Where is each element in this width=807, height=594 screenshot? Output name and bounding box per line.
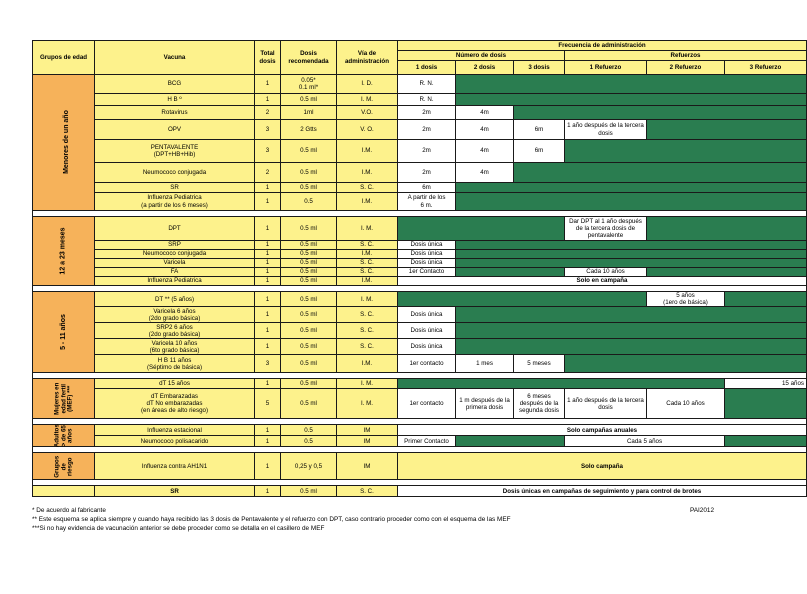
vaccine-name: H B º <box>95 94 255 106</box>
dose-1: Dosis única <box>398 259 456 268</box>
not-applicable-cell <box>647 268 807 277</box>
route: I.M. <box>337 277 398 286</box>
route: I.M. <box>337 355 398 373</box>
not-applicable-cell <box>456 323 807 339</box>
dose-1: 2m <box>398 120 456 140</box>
dose-amount: 1ml <box>281 106 337 120</box>
row-influenza-pediatrica-2 <box>33 277 807 286</box>
group-label: Mujeres en edad fertil (MEF) *** <box>52 382 73 415</box>
campaign-note: Dosis únicas en campañas de seguimiento y para control de brotes <box>398 486 807 497</box>
header-route: Vía de administración <box>337 41 398 75</box>
not-applicable-cell <box>456 307 807 323</box>
dose-amount: 0.5 ml <box>281 292 337 307</box>
footnote-2: ** Este esquema se aplica siempre y cuando haya recibido las 3 dosis de Pentavalente y el refuerzo con DPT, caso contrario proceder como con el esquema de las MEF <box>32 516 511 523</box>
header-total-doses: Total dosis <box>255 41 281 75</box>
route: IM <box>337 453 398 480</box>
not-applicable-cell <box>456 241 807 250</box>
not-applicable-cell <box>456 193 807 211</box>
dose-amount: 0.5 ml <box>281 339 337 355</box>
row-pentavalente <box>33 140 807 163</box>
group-12-23-months <box>33 217 95 286</box>
total-doses: 3 <box>255 355 281 373</box>
dose-amount: 0.5 <box>281 193 337 211</box>
route: S. C. <box>337 241 398 250</box>
not-applicable-cell <box>514 163 807 183</box>
vaccine-name: Neumococo polisacarido <box>95 436 255 447</box>
doc-code: PAI2012 <box>689 507 714 514</box>
row-neumococo <box>33 163 807 183</box>
row-influenza-pediatrica <box>33 193 807 211</box>
route: S. C. <box>337 486 398 497</box>
vaccine-name: SRP2 6 años (2do grado básica) <box>95 323 255 339</box>
vaccine-name: OPV <box>95 120 255 140</box>
vaccine-name: PENTAVALENTE (DPT+HB+Hib) <box>95 140 255 163</box>
campaign-note: Solo campaña <box>398 453 807 480</box>
dose-1: Dosis única <box>398 250 456 259</box>
route: I. M. <box>337 389 398 419</box>
route: S. C. <box>337 323 398 339</box>
booster-1: Cada 5 años <box>565 436 725 447</box>
booster-3: 15 años <box>725 379 807 389</box>
dose-2: 4m <box>456 106 514 120</box>
dose-1: R. N. <box>398 75 456 94</box>
group-risk <box>33 453 95 480</box>
dose-amount: 0.5 ml <box>281 94 337 106</box>
not-applicable-cell <box>398 217 565 241</box>
route: S. C. <box>337 259 398 268</box>
row-opv <box>33 120 807 140</box>
header-row-1 <box>33 41 807 51</box>
campaign-note: Solo campañas anuales <box>398 425 807 436</box>
vaccine-name: Neumococo conjugada <box>95 250 255 259</box>
route: S. C. <box>337 183 398 193</box>
dose-1: 2m <box>398 140 456 163</box>
dose-amount: 0.5 ml <box>281 183 337 193</box>
group-adults-65 <box>33 425 95 447</box>
total-doses: 2 <box>255 106 281 120</box>
vaccination-schedule-table <box>32 40 807 497</box>
total-doses: 1 <box>255 250 281 259</box>
booster-1: 1 año después de la tercera dosis <box>565 389 647 419</box>
row-hb-11 <box>33 355 807 373</box>
dose-amount: 0.5 ml <box>281 307 337 323</box>
vaccine-name: dT 15 años <box>95 379 255 389</box>
vaccine-name: SR <box>95 183 255 193</box>
not-applicable-cell <box>456 94 807 106</box>
total-doses: 1 <box>255 217 281 241</box>
dose-1: Primer Contacto <box>398 436 456 447</box>
route: IM <box>337 425 398 436</box>
schedule-wrapper <box>32 40 804 497</box>
dose-2: 4m <box>456 120 514 140</box>
vaccine-name: Influenza Pediatrica (a partir de los 6 meses) <box>95 193 255 211</box>
dose-amount: 0.5 ml <box>281 259 337 268</box>
vaccine-name: dT Embarazadas dT No embarazadas (en áreas de alto riesgo) <box>95 389 255 419</box>
route: I. M. <box>337 379 398 389</box>
dose-3: 6 meses después de la segunda dosis <box>514 389 565 419</box>
not-applicable-cell <box>456 183 807 193</box>
vaccine-name: Influenza estacional <box>95 425 255 436</box>
vaccine-name: H B 11 años (Séptimo de básica) <box>95 355 255 373</box>
dose-3: 6m <box>514 140 565 163</box>
not-applicable-cell <box>725 292 807 307</box>
total-doses: 1 <box>255 436 281 447</box>
route: IM <box>337 436 398 447</box>
vaccine-name: SRP <box>95 241 255 250</box>
header-frequency: Frecuencia de administración <box>398 41 807 51</box>
total-doses: 1 <box>255 307 281 323</box>
campaign-note: Solo en campaña <box>398 277 807 286</box>
vaccine-name: Neumococo conjugada <box>95 163 255 183</box>
vaccine-name: Varicela <box>95 259 255 268</box>
dose-amount: 0.5 <box>281 436 337 447</box>
header-recommended-dose: Dosis recomendada <box>281 41 337 75</box>
total-doses: 1 <box>255 277 281 286</box>
group-under-one-year <box>33 75 95 211</box>
dose-1: Dosis única <box>398 241 456 250</box>
route: S. C. <box>337 268 398 277</box>
total-doses: 1 <box>255 292 281 307</box>
dose-1: Dosis única <box>398 339 456 355</box>
total-doses: 1 <box>255 453 281 480</box>
route: S. C. <box>337 339 398 355</box>
booster-2: 5 años (1ero de básica) <box>647 292 725 307</box>
route: I.M. <box>337 140 398 163</box>
vaccine-name: FA <box>95 268 255 277</box>
group-label: Grupos de riesgo <box>52 455 73 478</box>
row-dt-15 <box>33 379 807 389</box>
row-neumococo-2 <box>33 250 807 259</box>
dose-amount: 0,25 y 0,5 <box>281 453 337 480</box>
total-doses: 1 <box>255 379 281 389</box>
group-label: 5 - 11 años <box>59 314 67 351</box>
vaccine-name: Rotavirus <box>95 106 255 120</box>
dose-amount: 0.5 ml <box>281 241 337 250</box>
dose-amount: 0.5 ml <box>281 140 337 163</box>
row-dt-5-years <box>33 292 807 307</box>
row-sr <box>33 183 807 193</box>
total-doses: 5 <box>255 389 281 419</box>
dose-amount: 0.5 <box>281 425 337 436</box>
group-mef <box>33 379 95 419</box>
header-dose-2: 2 dosis <box>456 61 514 75</box>
not-applicable-cell <box>456 268 565 277</box>
not-applicable-cell <box>398 379 725 389</box>
vaccine-name: DPT <box>95 217 255 241</box>
header-dose-3: 3 dosis <box>514 61 565 75</box>
vaccine-name: DT ** (5 años) <box>95 292 255 307</box>
dose-3: 5 meses <box>514 355 565 373</box>
not-applicable-cell <box>565 140 807 163</box>
booster-1: 1 año después de la tercera dosis <box>565 120 647 140</box>
footnote-1: * De acuerdo al fabricante <box>32 507 106 514</box>
route: I. D. <box>337 75 398 94</box>
row-dpt <box>33 217 807 241</box>
row-varicela-6 <box>33 307 807 323</box>
dose-amount: 0.5 ml <box>281 217 337 241</box>
total-doses: 1 <box>255 486 281 497</box>
not-applicable-cell <box>565 355 807 373</box>
row-varicela <box>33 259 807 268</box>
total-doses: 1 <box>255 241 281 250</box>
footnote-1-line <box>32 507 746 515</box>
not-applicable-cell <box>456 250 807 259</box>
dose-1: 2m <box>398 163 456 183</box>
dose-amount: 0.5 ml <box>281 277 337 286</box>
route: I. M. <box>337 217 398 241</box>
total-doses: 3 <box>255 120 281 140</box>
header-age-group: Grupos de edad <box>33 41 95 75</box>
total-doses: 1 <box>255 75 281 94</box>
vaccine-name: Varicela 10 años (6to grado básica) <box>95 339 255 355</box>
booster-1: Dar DPT al 1 año después de la tercera dosis de pentavalente <box>565 217 647 241</box>
row-sr-last <box>33 486 807 497</box>
dose-amount: 0.5 ml <box>281 163 337 183</box>
dose-1: 1er contacto <box>398 355 456 373</box>
row-bcg <box>33 75 807 94</box>
dose-2: 4m <box>456 163 514 183</box>
dose-1: R. N. <box>398 94 456 106</box>
empty-group-cell <box>33 486 95 497</box>
vaccine-name: SR <box>95 486 255 497</box>
total-doses: 1 <box>255 339 281 355</box>
not-applicable-cell <box>725 436 807 447</box>
not-applicable-cell <box>647 120 807 140</box>
dose-1: A partir de los 6 m. <box>398 193 456 211</box>
dose-1: 2m <box>398 106 456 120</box>
dose-amount: 0.5 ml <box>281 486 337 497</box>
vaccine-name: Influenza Pediatrica <box>95 277 255 286</box>
row-neumococo-polisacarido <box>33 436 807 447</box>
route: I. M. <box>337 94 398 106</box>
dose-amount: 0.05* 0.1 ml* <box>281 75 337 94</box>
total-doses: 1 <box>255 94 281 106</box>
group-label: Adultos > de 65 años <box>52 424 73 448</box>
route: I.M. <box>337 193 398 211</box>
not-applicable-cell <box>725 389 807 419</box>
dose-amount: 0.5 ml <box>281 355 337 373</box>
total-doses: 1 <box>255 425 281 436</box>
vaccine-name: Influenza contra AH1N1 <box>95 453 255 480</box>
route: I. M. <box>337 292 398 307</box>
total-doses: 1 <box>255 193 281 211</box>
total-doses: 3 <box>255 140 281 163</box>
header-booster-2: 2 Refuerzo <box>647 61 725 75</box>
booster-2: Cada 10 años <box>647 389 725 419</box>
dose-2: 4m <box>456 140 514 163</box>
header-booster-1: 1 Refuerzo <box>565 61 647 75</box>
header-vaccine: Vacuna <box>95 41 255 75</box>
dose-amount: 0.5 ml <box>281 250 337 259</box>
total-doses: 1 <box>255 323 281 339</box>
dose-amount: 2 Gtts <box>281 120 337 140</box>
dose-amount: 0.5 ml <box>281 268 337 277</box>
dose-3: 6m <box>514 120 565 140</box>
not-applicable-cell <box>456 339 807 355</box>
row-rotavirus <box>33 106 807 120</box>
not-applicable-cell <box>398 292 647 307</box>
not-applicable-cell <box>456 436 565 447</box>
dose-1: Dosis única <box>398 323 456 339</box>
dose-amount: 0.5 ml <box>281 379 337 389</box>
dose-2: 1 m después de la primera dosis <box>456 389 514 419</box>
vaccine-name: BCG <box>95 75 255 94</box>
not-applicable-cell <box>456 75 807 94</box>
row-ah1n1 <box>33 453 807 480</box>
not-applicable-cell <box>456 259 807 268</box>
dose-1: 1er Contacto <box>398 268 456 277</box>
group-5-11-years <box>33 292 95 373</box>
row-varicela-10 <box>33 339 807 355</box>
not-applicable-cell <box>647 217 807 241</box>
header-boosters: Refuerzos <box>565 51 807 61</box>
footnote-3: ***Si no hay evidencia de vacunación anterior se debe proceder como se detalla en el casillero de MEF <box>32 525 325 532</box>
dose-1: 6m <box>398 183 456 193</box>
row-srp <box>33 241 807 250</box>
dose-amount: 0.5 ml <box>281 323 337 339</box>
dose-1: 1er contacto <box>398 389 456 419</box>
total-doses: 1 <box>255 268 281 277</box>
header-booster-3: 3 Refuerzo <box>725 61 807 75</box>
total-doses: 1 <box>255 183 281 193</box>
route: I.M. <box>337 250 398 259</box>
row-fa <box>33 268 807 277</box>
route: V. O. <box>337 120 398 140</box>
group-label: Menores de un año <box>62 110 70 175</box>
dose-1: Dosis única <box>398 307 456 323</box>
route: I.M. <box>337 163 398 183</box>
vaccine-name: Varicela 6 años (2do grado básica) <box>95 307 255 323</box>
total-doses: 2 <box>255 163 281 183</box>
row-influenza-estacional <box>33 425 807 436</box>
route: S. C. <box>337 307 398 323</box>
dose-amount: 0.5 ml <box>281 389 337 419</box>
route: V.O. <box>337 106 398 120</box>
header-number-of-doses: Número de dosis <box>398 51 565 61</box>
total-doses: 1 <box>255 259 281 268</box>
booster-1: Cada 10 años <box>565 268 647 277</box>
row-dt-embarazadas <box>33 389 807 419</box>
group-label: 12 a 23 meses <box>59 227 67 275</box>
dose-2: 1 mes <box>456 355 514 373</box>
row-hb0 <box>33 94 807 106</box>
not-applicable-cell <box>514 106 807 120</box>
header-dose-1: 1 dosis <box>398 61 456 75</box>
row-srp-6 <box>33 323 807 339</box>
